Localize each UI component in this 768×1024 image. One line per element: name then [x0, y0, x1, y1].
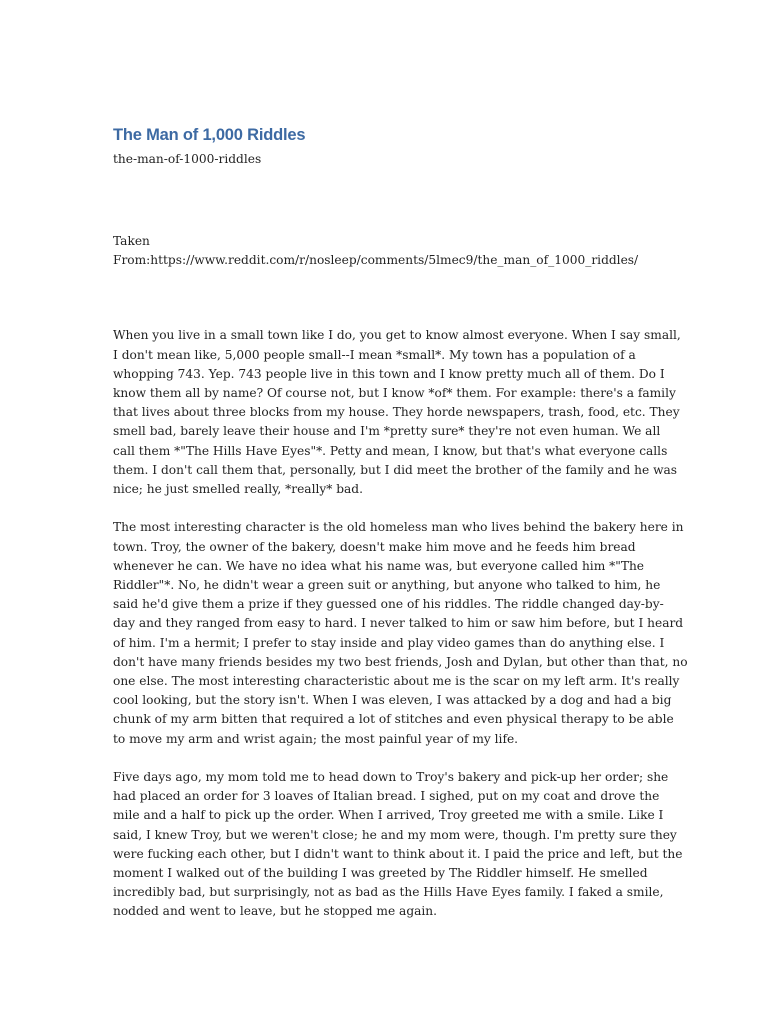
paragraph-line: Five days ago, my mom told me to head down to Troy's bakery and pick-up her order; she: [113, 770, 669, 785]
story-body: [113, 326, 688, 921]
paragraph-line: said, I knew Troy, but we weren't close; he and my mom were, though. I'm pretty sure they: [113, 827, 677, 842]
paragraph-line: had placed an order for 3 loaves of Italian bread. I sighed, put on my coat and drove the: [113, 789, 660, 804]
document-title: The Man of 1,000 Riddles: [113, 126, 306, 144]
paragraph-line: smell bad, barely leave their house and I'm *pretty sure* they're not even human. We all: [113, 424, 661, 439]
paragraph-line: The most interesting character is the old homeless man who lives behind the bakery here in: [113, 520, 684, 535]
paragraph-line: I don't mean like, 5,000 people small--I mean *small*. My town has a population of a: [113, 347, 636, 362]
paragraph-line: mile and a half to pick up the order. When I arrived, Troy greeted me with a smile. Like I: [113, 808, 664, 823]
story-paragraph: [113, 518, 688, 748]
source-url-line[interactable]: From:https://www.reddit.com/r/nosleep/comments/5lmec9/the_man_of_1000_riddles/: [113, 253, 639, 268]
paragraph-line: of him. I'm a hermit; I prefer to stay inside and play video games than do anything else. I: [113, 635, 665, 650]
paragraph-line: chunk of my arm bitten that required a lot of stitches and even physical therapy to be able: [113, 712, 674, 727]
paragraph-line: to move my arm and wrist again; the most painful year of my life.: [113, 731, 519, 746]
paragraph-line: that lives about three blocks from my house. They horde newspapers, trash, food, etc. They: [113, 405, 680, 420]
document-slug: the-man-of-1000-riddles: [113, 152, 262, 166]
paragraph-line: them. I don't call them that, personally, but I did meet the brother of the family and he was: [113, 462, 678, 477]
paragraph-line: one else. The most interesting characteristic about me is the scar on my left arm. It's really: [113, 674, 680, 689]
story-paragraph: [113, 768, 683, 922]
paragraph-line: moment I walked out of the building I was greeted by The Riddler himself. He smelled: [113, 866, 648, 881]
paragraph-line: don't have many friends besides my two best friends, Josh and Dylan, but other than that, no: [113, 654, 688, 669]
paragraph-line: nodded and went to leave, but he stopped me again.: [113, 904, 438, 919]
paragraph-line: Riddler"*. No, he didn't wear a green suit or anything, but anyone who talked to him, he: [113, 578, 661, 593]
paragraph-line: call them *"The Hills Have Eyes"*. Petty and mean, I know, but that's what everyone calls: [113, 443, 668, 458]
paragraph-line: day and they ranged from easy to hard. I never talked to him or saw him before, but I heard: [113, 616, 684, 631]
paragraph-line: know them all by name? Of course not, but I know *of* them. For example: there's a family: [113, 386, 676, 401]
paragraph-line: town. Troy, the owner of the bakery, doesn't make him move and he feeds him bread: [113, 539, 636, 554]
paragraph-line: whenever he can. We have no idea what his name was, but everyone called him *"The: [113, 558, 645, 573]
paragraph-line: whopping 743. Yep. 743 people live in this town and I know pretty much all of them. Do I: [113, 366, 665, 381]
paragraph-line: said he'd give them a prize if they guessed one of his riddles. The riddle changed day-by-: [113, 597, 664, 612]
source-line: Taken: [113, 234, 150, 248]
paragraph-line: nice; he just smelled really, *really* bad.: [113, 482, 363, 497]
document-content: [113, 122, 688, 941]
paragraph-line: When you live in a small town like I do, you get to know almost everyone. When I say small,: [113, 328, 681, 343]
paragraph-line: incredibly bad, but surprisingly, not as bad as the Hills Have Eyes family. I faked a smile,: [113, 885, 664, 900]
story-paragraph: [113, 326, 681, 499]
source-attribution: [113, 232, 658, 270]
paragraph-line: were fucking each other, but I didn't want to think about it. I paid the price and left, but the: [113, 846, 683, 861]
paragraph-line: cool looking, but the story isn't. When I was eleven, I was attacked by a dog and had a big: [113, 693, 672, 708]
